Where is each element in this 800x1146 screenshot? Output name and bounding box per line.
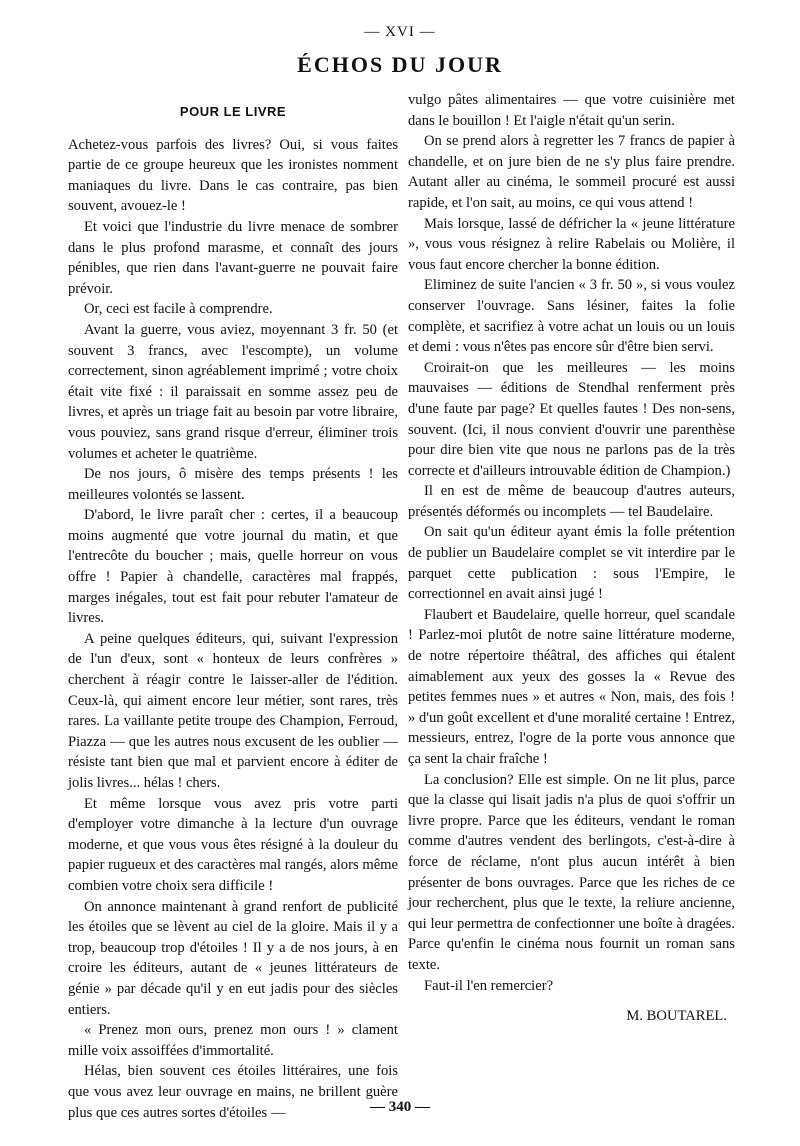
paragraph: Faut-il l'en remercier? (424, 977, 554, 994)
paragraph: Flaubert et Baudelaire, quelle horreur, quel scandale ! Parlez-moi plutôt de notre saine littérature moderne, de notre répertoire théâtral, des affiches qui étalent aimablement aux yeux des gosses la « Revue des petites femmes nues » et autres « Non, mais, des fois ! » d'un goût excellent et d'une moralité certaine ! Entrez, messieurs, entrez, l'ogre de la porte vous annonce que ça sent la chair fraîche ! (408, 606, 735, 767)
paragraph: On sait qu'un éditeur ayant émis la folle prétention de publier un Baudelaire complet se vit interdire par le parquet cette publication : sous l'Empire, le correctionnel en avait ainsi jugé ! (408, 524, 735, 603)
paragraph: Or, ceci est facile à comprendre. (84, 301, 273, 318)
paragraph: vulgo pâtes alimentaires — que votre cuisinière met dans le bouillon ! Et l'aigle n'était qu'un serin. (408, 92, 735, 129)
paragraph: A peine quelques éditeurs, qui, suivant l'expression de l'un d'eux, sont « honteux de leurs confrères » cherchent à réagir contre le laisser-aller de l'édition. Ceux-là, qui aiment encore leur métier, sont rares, très rares. La vaillante petite troupe des Champion, Ferroud, Piazza — que les autres nous excusent de les oublier — résiste tant bien que mal et parvient encore à éditer de jolis livres... hélas ! chers. (68, 630, 398, 791)
paragraph: On se prend alors à regretter les 7 francs de papier à chandelle, et on jure bien de ne s'y plus faire prendre. Autant aller au cinéma, le sommeil procuré est aussi rapide, et l'on sait, au moins, ce qui vous attend ! (408, 133, 735, 211)
article-column-right (408, 90, 735, 1027)
paragraph: « Prenez mon ours, prenez mon ours ! » clament mille voix assoiffées d'immortalité. (68, 1022, 398, 1059)
paragraph: On annonce maintenant à grand renfort de publicité les étoiles que se lèvent au ciel de la gloire. Mais il y a trop, beaucoup trop d'étoiles ! Il y a de nos jours, à en croire les éditeurs, autant de « jeunes littérateurs de génie » par décade qu'il y en eut jadis pour des siècles entiers. (68, 898, 398, 1018)
paragraph: Il en est de même de beaucoup d'autres auteurs, présentés déformés ou incomplets — tel Baudelaire. (408, 483, 735, 520)
page-roman-numeral: — XVI — (364, 24, 436, 40)
paragraph: Et voici que l'industrie du livre menace de sombrer dans le plus profond marasme, et connaît des jours pénibles, que rien dans l'avant-guerre ne pouvait faire prévoir. (68, 218, 398, 297)
article-heading: POUR LE LIVRE (179, 104, 287, 119)
paragraph: Et même lorsque vous avez pris votre parti d'employer votre dimanche à la lecture d'un ouvrage moderne, et que vous vous êtes résigné à la douleur du papier rugueux et des caractères mal rangés, alors même combien votre choix sera difficile ! (68, 795, 398, 894)
paragraph: Achetez-vous parfois des livres? Oui, si vous faites partie de ce groupe heureux que les ironistes nomment maniaques du livre. Dans le cas contraire, pas bien souvent, avouez-le ! (68, 136, 398, 215)
paragraph: Mais lorsque, lassé de défricher la « jeune littérature », vous vous résignez à relire Rabelais ou Molière, il vous faut encore chercher la bonne édition. (408, 215, 735, 273)
section-title: ÉCHOS DU JOUR (297, 52, 503, 77)
article-column-left (68, 94, 398, 1123)
paragraph: Eliminez de suite l'ancien « 3 fr. 50 », si vous voulez conserver l'ouvrage. Sans lésiner, faites la folie complète, et sacrifiez à votre achat un louis ou un louis et demi : vous n'êtes pas encore sûr d'être bien servi. (408, 277, 735, 356)
paragraph: Croirait-on que les meilleures — les moins mauvaises — éditions de Stendhal renferment près d'une faute par page? Et quelles fautes ! Des non-sens, souvent. (Ici, il nous convient d'ouvrir une parenthèse pour dire bien vite que nous ne parlons pas de la très correcte et d'ailleurs introuvable édition de Champion.) (408, 359, 735, 479)
paragraph: Avant la guerre, vous aviez, moyennant 3 fr. 50 (et souvent 3 francs, avec l'escompte), un volume correctement, sinon agréablement imprimé ; votre choix était vite fixé : il paraissait en somme assez peu de livres, et après un triage fait au besoin par votre libraire, vous pouviez, sans grand risque d'erreur, éliminer trois volumes et acheter le quatrième. (68, 321, 398, 462)
paragraph: D'abord, le livre paraît cher : certes, il a beaucoup moins augmenté que votre journal du matin, et que l'entrecôte du boucher ; mais, quelle horreur on vous offre ! Papier à chandelle, caractères mal frappés, marges inégales, tout est fait pour rebuter l'amateur de livres. (68, 507, 398, 627)
paragraph: La conclusion? Elle est simple. On ne lit plus, parce que la classe qui lisait jadis n'a plus de quoi s'offrir un livre propre. Parce que les éditeurs, vendant le roman comme d'autres vendent des berlingots, c'est-à-dire à force de réclame, n'ont plus aucun intérêt à bien présenter de bons ouvrages. Parce que les riches de ce jour recherchent, plus que le texte, la reliure ancienne, qui leur permettra de confectionner une boîte à dragées. Parce qu'enfin le cinéma nous fournit un roman sans texte. (408, 771, 735, 973)
paragraph: De nos jours, ô misère des temps présents ! les meilleures volontés se lassent. (68, 466, 398, 503)
paragraph: Hélas, bien souvent ces étoiles littéraires, une fois que vous avez leur ouvrage en mains, ne brillent guère plus que ces autres sortes d'étoiles — (68, 1063, 398, 1121)
page-folio: — 340 — (370, 1099, 430, 1115)
author-signature: M. BOUTAREL. (626, 1008, 727, 1025)
